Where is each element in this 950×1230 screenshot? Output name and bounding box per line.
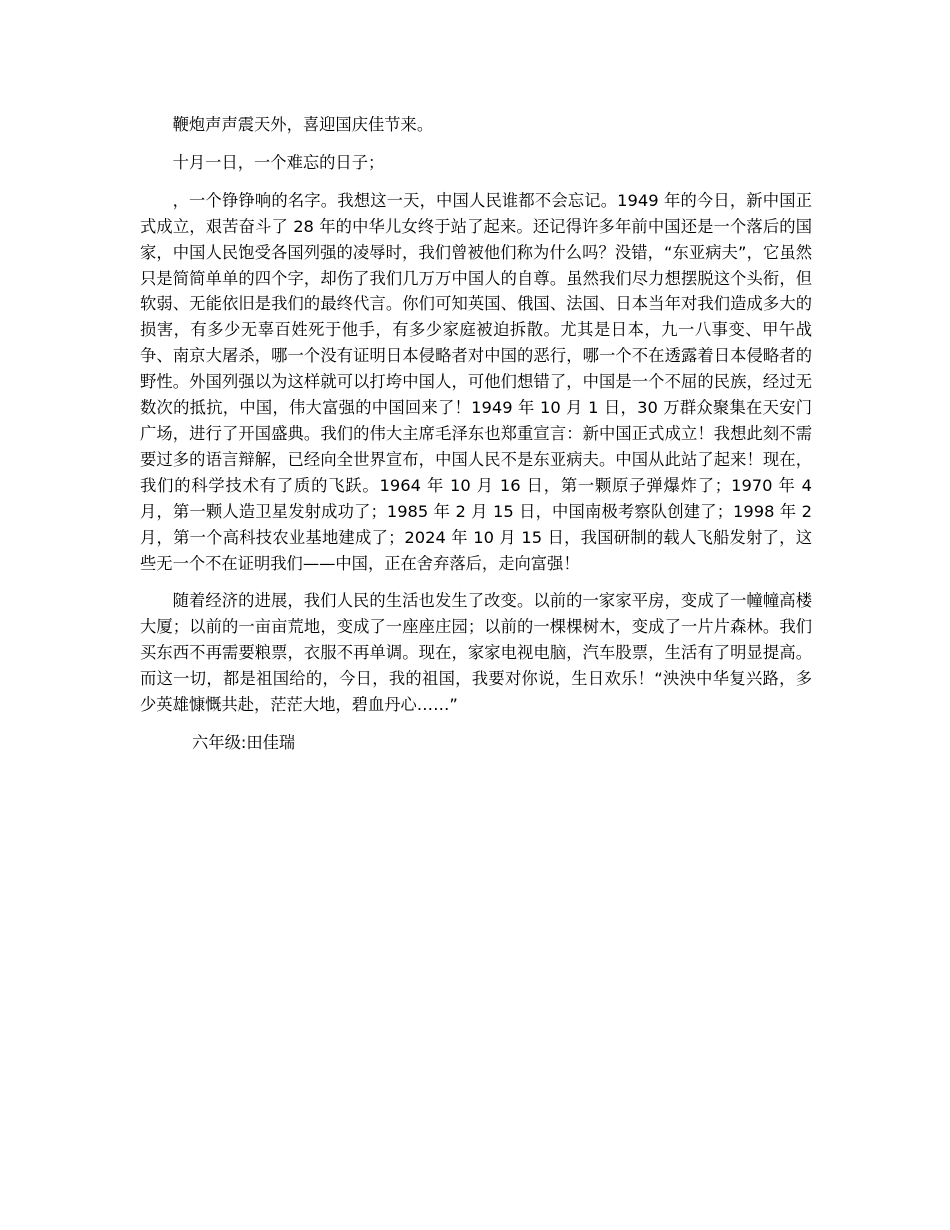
paragraph-opening: 鞭炮声声震天外，喜迎国庆佳节来。 xyxy=(172,115,434,134)
paragraph-date: 十月一日，一个难忘的日子； xyxy=(172,152,385,172)
author-signature: 六年级:田佳瑞 xyxy=(192,732,296,752)
paragraph-history: ，一个铮铮响的名字。我想这一天，中国人民谁都不会忘记。1949 年的今日，新中国正式成立，艰苦奋斗了 28 年的中华儿女终于站了起来。还记得许多年前中国还是一个落后的国家，中国人民饱受各国列强的凌辱时，我们曾被他们称为什么吗？没错，“东亚病夫”，它虽然只是简简单单的四个字，却伤了我们几万万中国人的自尊。虽然我们尽力想摆脱这个头衔，但软弱、无能依旧是我们的最终代言。你们可知英国、俄国、法国、日本当年对我们造成多大的损害，有多少无辜百姓死于他手，有多少家庭被迫拆散。尤其是日本，九一八事变、甲午战争、南京大屠杀，哪一个没有证明日本侵略者对中国的恶行，哪一个不在透露着日本侵略者的野性。外国列强以为这样就可以打垮中国人，可他们想错了，中国是一个不屈的民族，经过无数次的抵抗，中国，伟大富强的中国回来了！1949 年 10 月 1 日，30 万群众聚集在天安门广场，进行了开国盛典。我们的伟大主席毛泽东也郑重宣言：新中国正式成立！我想此刻不需要过多的语言辩解，已经向全世界宣布，中国人民不是东亚病夫。中国从此站了起来！现在，我们的科学技术有了质的飞跃。1964 年 10 月 16 日，第一颗原子弹爆炸了；1970 年 4 月，第一颗人造卫星发射成功了；1985 年 2 月 15 日，中国南极考察队创建了；1998 年 2 月，第一个高科技农业基地建成了；2024 年 10 月 15 日，我国研制的载人飞船发射了，这些无一个不在证明我们——中国，正在舍弃落后，走向富强！ xyxy=(140,190,812,573)
document-body xyxy=(140,112,812,756)
paragraph-development: 随着经济的进展，我们人民的生活也发生了改变。以前的一家家平房，变成了一幢幢高楼大厦；以前的一亩亩荒地，变成了一座座庄园；以前的一棵棵树木，变成了一片片森林。我们买东西不再需要粮票，衣服不再单调。现在，家家电视电脑，汽车股票，生活有了明显提高。而这一切，都是祖国给的，今日，我的祖国，我要对你说，生日欢乐！“泱泱中华复兴路，多少英雄慷慨共赴，茫茫大地，碧血丹心……” xyxy=(140,591,812,715)
